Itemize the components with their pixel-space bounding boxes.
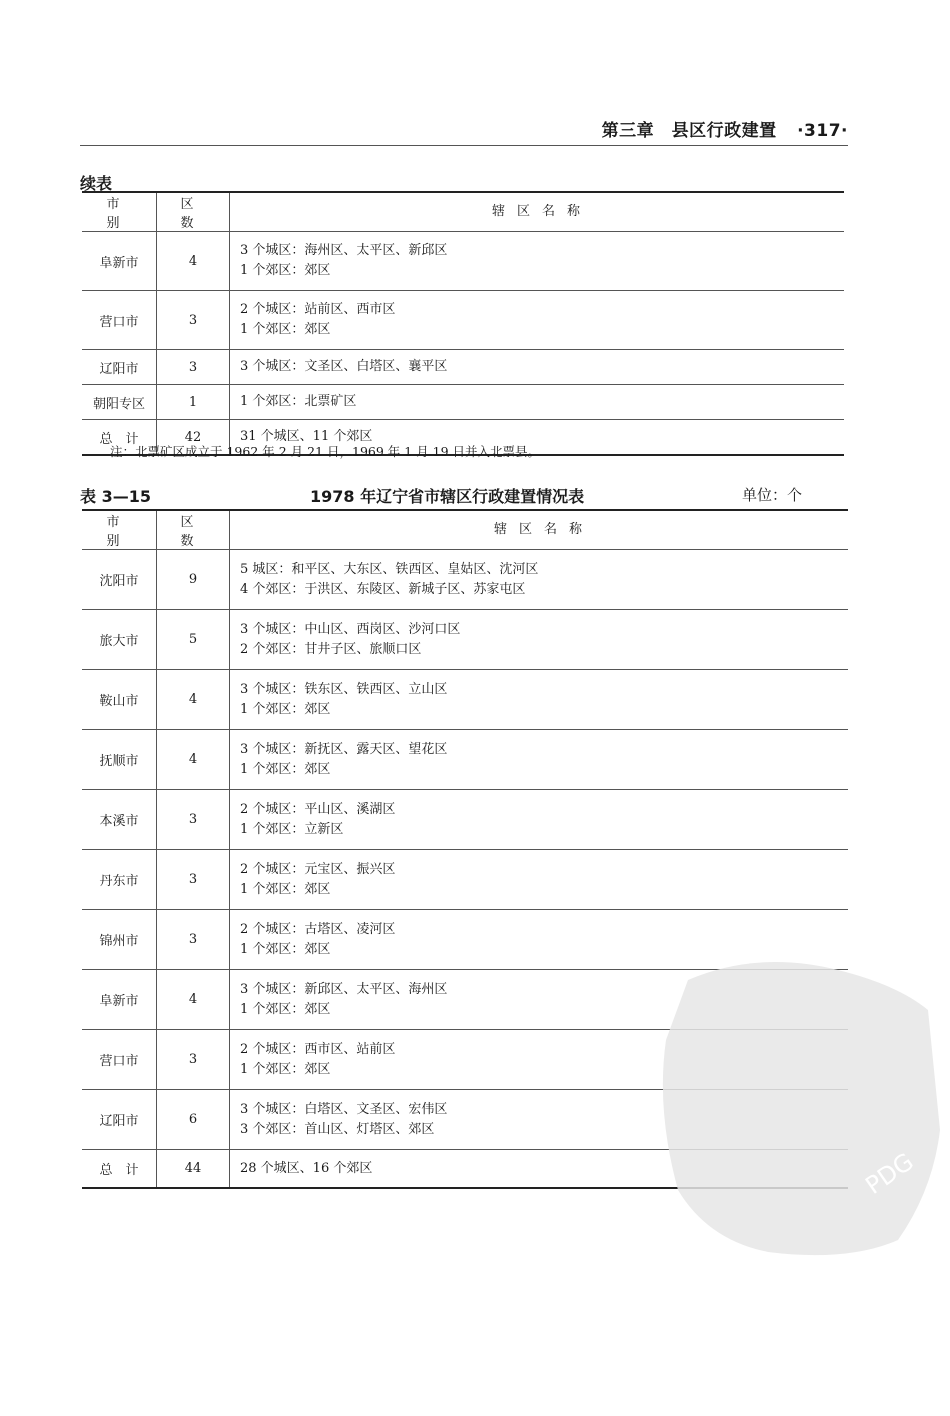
district-line: 4 个郊区：于洪区、东陵区、新城子区、苏家屯区 bbox=[240, 581, 526, 597]
city-cell: 锦州市 bbox=[82, 910, 157, 970]
city-cell: 阜新市 bbox=[82, 232, 157, 291]
city-cell: 阜新市 bbox=[82, 970, 157, 1030]
city-cell: 旅大市 bbox=[82, 610, 157, 670]
table-continued bbox=[82, 191, 844, 456]
table-row bbox=[82, 232, 844, 291]
district-line: 3 个城区：文圣区、白塔区、襄平区 bbox=[240, 359, 448, 374]
watermark-seal bbox=[648, 940, 948, 1270]
table-row bbox=[82, 850, 848, 910]
city-cell: 辽阳市 bbox=[82, 1090, 157, 1150]
city-cell: 鞍山市 bbox=[82, 670, 157, 730]
col-header-districts: 辖区名称 bbox=[230, 192, 845, 232]
chapter-title: 第三章 县区行政建置 bbox=[601, 121, 777, 141]
table-row bbox=[82, 730, 848, 790]
count-cell: 3 bbox=[157, 850, 230, 910]
count-cell: 44 bbox=[157, 1150, 230, 1189]
table-row bbox=[82, 291, 844, 350]
col-header-count: 区 数 bbox=[157, 192, 230, 232]
page-header bbox=[80, 116, 848, 142]
count-cell: 4 bbox=[157, 670, 230, 730]
count-cell: 3 bbox=[157, 910, 230, 970]
district-line: 1 个郊区：郊区 bbox=[240, 1001, 331, 1017]
district-line: 2 个郊区：甘井子区、旅顺口区 bbox=[240, 641, 422, 657]
district-line: 1 个郊区：郊区 bbox=[240, 881, 331, 897]
city-cell: 营口市 bbox=[82, 291, 157, 350]
table-unit: 单位：个 bbox=[742, 486, 803, 504]
district-line: 2 个城区：元宝区、振兴区 bbox=[240, 861, 396, 877]
city-cell: 朝阳专区 bbox=[82, 385, 157, 420]
table-note: 注：北票矿区成立于 1962 年 2 月 21 日，1969 年 1 月 19 日并入北票县。 bbox=[110, 444, 541, 459]
district-line: 2 个城区：站前区、西市区 bbox=[240, 302, 396, 317]
table-row bbox=[82, 550, 848, 610]
district-line: 1 个郊区：北票矿区 bbox=[240, 394, 357, 409]
districts-cell bbox=[230, 232, 845, 291]
city-cell: 抚顺市 bbox=[82, 730, 157, 790]
count-cell: 3 bbox=[157, 350, 230, 385]
city-cell: 丹东市 bbox=[82, 850, 157, 910]
col-header-city: 市 别 bbox=[82, 192, 157, 232]
districts-cell bbox=[230, 385, 845, 420]
count-cell: 4 bbox=[157, 970, 230, 1030]
district-line: 3 个城区：新抚区、露天区、望花区 bbox=[240, 741, 448, 757]
districts-cell bbox=[230, 670, 849, 730]
district-line: 2 个城区：古塔区、凌河区 bbox=[240, 921, 396, 937]
district-line: 3 个城区：新邱区、太平区、海州区 bbox=[240, 981, 448, 997]
district-line: 1 个郊区：郊区 bbox=[240, 263, 331, 278]
district-line: 3 个城区：白塔区、文圣区、宏伟区 bbox=[240, 1101, 448, 1117]
table-row bbox=[82, 790, 848, 850]
district-line: 1 个郊区：郊区 bbox=[240, 701, 331, 717]
table-row bbox=[82, 610, 848, 670]
table-row bbox=[82, 670, 848, 730]
table-title: 1978 年辽宁省市辖区行政建置情况表 bbox=[310, 487, 585, 506]
count-cell: 4 bbox=[157, 232, 230, 291]
city-cell: 营口市 bbox=[82, 1030, 157, 1090]
district-line: 1 个郊区：郊区 bbox=[240, 761, 331, 777]
city-cell: 总 计 bbox=[82, 420, 157, 456]
count-cell: 6 bbox=[157, 1090, 230, 1150]
district-line: 2 个城区：平山区、溪湖区 bbox=[240, 801, 396, 817]
districts-cell bbox=[230, 350, 845, 385]
table-row bbox=[82, 385, 844, 420]
page-number: ·317· bbox=[797, 121, 848, 141]
count-cell: 3 bbox=[157, 1030, 230, 1090]
district-line: 3 个城区：中山区、西岗区、沙河口区 bbox=[240, 621, 461, 637]
district-line: 1 个郊区：郊区 bbox=[240, 941, 331, 957]
district-line: 28 个城区、16 个郊区 bbox=[240, 1160, 373, 1176]
col-header-districts: 辖区名称 bbox=[230, 510, 849, 550]
districts-cell bbox=[230, 291, 845, 350]
table-row bbox=[82, 350, 844, 385]
district-line: 2 个城区：西市区、站前区 bbox=[240, 1041, 396, 1057]
city-cell: 本溪市 bbox=[82, 790, 157, 850]
count-cell: 5 bbox=[157, 610, 230, 670]
table-number: 表 3—15 bbox=[80, 487, 151, 506]
count-cell: 3 bbox=[157, 291, 230, 350]
districts-cell bbox=[230, 730, 849, 790]
count-cell: 9 bbox=[157, 550, 230, 610]
table-body bbox=[82, 232, 844, 456]
district-line: 1 个郊区：郊区 bbox=[240, 1061, 331, 1077]
city-cell: 辽阳市 bbox=[82, 350, 157, 385]
col-header-count: 区 数 bbox=[157, 510, 230, 550]
city-cell: 沈阳市 bbox=[82, 550, 157, 610]
district-line: 31 个城区、11 个郊区 bbox=[240, 429, 373, 444]
districts-cell bbox=[230, 610, 849, 670]
count-cell: 4 bbox=[157, 730, 230, 790]
city-cell: 总 计 bbox=[82, 1150, 157, 1189]
districts-cell bbox=[230, 550, 849, 610]
count-cell: 3 bbox=[157, 790, 230, 850]
continued-label: 续表 bbox=[80, 174, 113, 193]
district-line: 3 个郊区：首山区、灯塔区、郊区 bbox=[240, 1121, 435, 1137]
districts-cell bbox=[230, 790, 849, 850]
col-header-city: 市 别 bbox=[82, 510, 157, 550]
header-rule bbox=[80, 145, 848, 146]
watermark-text: PDG bbox=[860, 1147, 919, 1200]
district-line: 1 个郊区：立新区 bbox=[240, 821, 344, 837]
district-line: 1 个郊区：郊区 bbox=[240, 322, 331, 337]
district-line: 3 个城区：海州区、太平区、新邱区 bbox=[240, 243, 448, 258]
count-cell: 42 bbox=[157, 420, 230, 456]
district-line: 3 个城区：铁东区、铁西区、立山区 bbox=[240, 681, 448, 697]
district-line: 5 城区：和平区、大东区、铁西区、皇姑区、沈河区 bbox=[240, 561, 539, 577]
table2-title-row bbox=[80, 484, 848, 508]
count-cell: 1 bbox=[157, 385, 230, 420]
districts-cell bbox=[230, 850, 849, 910]
